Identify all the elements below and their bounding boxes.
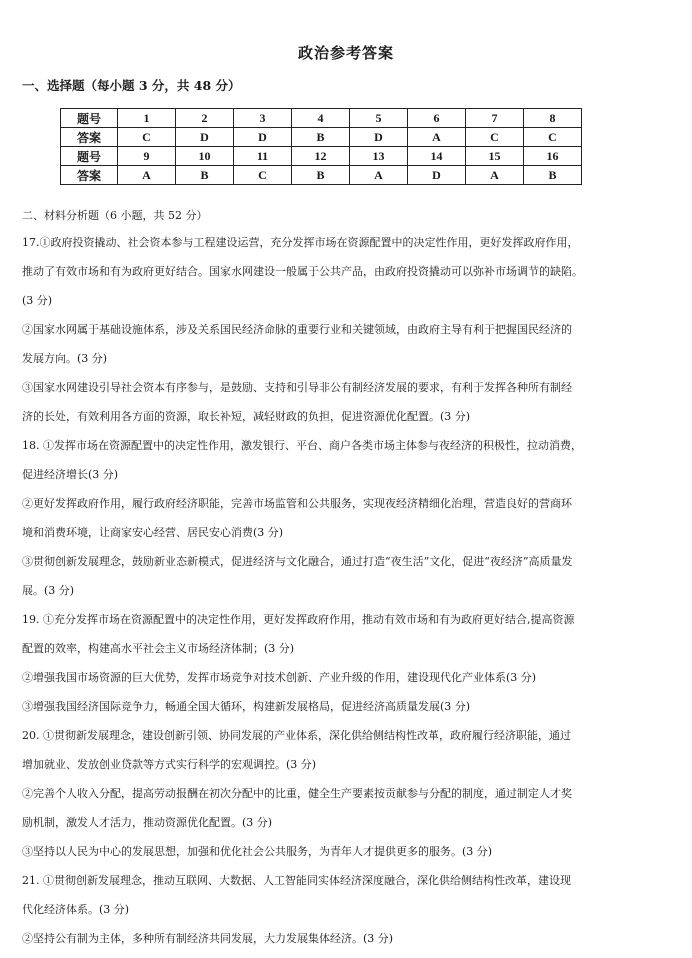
text-line: 促进经济增长(3 分) [22,468,119,481]
table-cell: D [234,128,292,147]
table-cell: 3 [234,109,292,128]
text-line: 增加就业、发放创业贷款等方式实行科学的宏观调控。(3 分) [22,758,317,771]
table-cell: 15 [466,147,524,166]
text-line: 19. ①充分发挥市场在资源配置中的决定性作用，更好发挥政府作用，推动有效市场和有为政府更好结合,提高资源 [22,613,575,626]
text-line: 展。(3 分) [22,584,75,597]
table-row [61,109,582,128]
text-line: ②国家水网属于基础设施体系，涉及关系国民经济命脉的重要行业和关键领域，由政府主导有利于把握国民经济的 [22,323,572,336]
table-cell: 14 [408,147,466,166]
table-cell: A [408,128,466,147]
text-line: 推动了有效市场和有为政府更好结合。国家水网建设一般属于公共产品，由政府投资撬动可以弥补市场调节的缺陷。 [22,265,583,278]
table-cell: 12 [292,147,350,166]
text-line: ③坚持以人民为中心的发展思想，加强和优化社会公共服务，为青年人才提供更多的服务。(3 分) [22,845,493,858]
section-heading-choice: 一、选择题（每小题 3 分，共 48 分） [22,78,241,93]
table-row [61,128,582,147]
text-line: ③增强我国经济国际竞争力，畅通全国大循环，构建新发展格局，促进经济高质量发展(3 分) [22,700,471,713]
table-cell: 1 [118,109,176,128]
text-line: ②完善个人收入分配，提高劳动报酬在初次分配中的比重，健全生产要素按贡献参与分配的制度，通过制定人才奖 [22,787,572,800]
text-line: (3 分) [22,294,53,307]
table-cell: 2 [176,109,234,128]
table-cell: A [118,166,176,185]
table-cell: C [524,128,582,147]
table-cell: C [234,166,292,185]
table-cell: 9 [118,147,176,166]
table-cell: D [176,128,234,147]
text-line: 配置的效率，构建高水平社会主义市场经济体制；(3 分) [22,642,295,655]
text-line: 20. ①贯彻新发展理念，建设创新引领、协同发展的产业体系，深化供给侧结构性改革，政府履行经济职能，通过 [22,729,571,742]
table-cell: 4 [292,109,350,128]
answer-table [60,108,582,185]
row-label: 题号 [61,147,118,166]
table-cell: 6 [408,109,466,128]
text-line: ②坚持公有制为主体，多种所有制经济共同发展，大力发展集体经济。(3 分) [22,932,394,945]
table-row [61,147,582,166]
answer-text [22,228,672,953]
table-cell: 11 [234,147,292,166]
row-label: 答案 [61,166,118,185]
row-label: 题号 [61,109,118,128]
table-cell: B [524,166,582,185]
table-cell: C [466,128,524,147]
table-cell: B [292,166,350,185]
section-heading-analysis: 二、材料分析题（6 小题，共 52 分） [22,209,208,222]
text-line: 济的长处，有效利用各方面的资源，取长补短，减轻财政的负担，促进资源优化配置。(3 分) [22,410,471,423]
text-line: 发展方向。(3 分) [22,352,108,365]
table-row [61,166,582,185]
table-cell: 16 [524,147,582,166]
text-line: 励机制，激发人才活力，推动资源优化配置。(3 分) [22,816,273,829]
table-cell: B [176,166,234,185]
table-cell: A [466,166,524,185]
table-cell: 10 [176,147,234,166]
text-line: 21. ①贯彻创新发展理念，推动互联网、大数据、人工智能同实体经济深度融合，深化供给侧结构性改革，建设现 [22,874,571,887]
text-line: 18. ①发挥市场在资源配置中的决定性作用，激发银行、平台、商户各类市场主体参与夜经济的积极性，拉动消费， [22,439,582,452]
text-line: 境和消费环境，让商家安心经营、居民安心消费(3 分) [22,526,284,539]
table-cell: B [292,128,350,147]
table-cell: 5 [350,109,408,128]
page-title: 政治参考答案 [297,44,394,62]
table-cell: D [408,166,466,185]
table-cell: D [350,128,408,147]
table-cell: 13 [350,147,408,166]
table-cell: C [118,128,176,147]
text-line: 代化经济体系。(3 分) [22,903,130,916]
text-line: ③国家水网建设引导社会资本有序参与，是鼓励、支持和引导非公有制经济发展的要求，有利于发挥各种所有制经 [22,381,572,394]
row-label: 答案 [61,128,118,147]
table-cell: A [350,166,408,185]
text-line: ②增强我国市场资源的巨大优势，发挥市场竞争对技术创新、产业升级的作用，建设现代化产业体系(3 分) [22,671,537,684]
text-line: ③贯彻创新发展理念，鼓励新业态新模式，促进经济与文化融合，通过打造“夜生活”文化，促进“夜经济”高质量发 [22,555,573,568]
table-cell: 8 [524,109,582,128]
text-line: ②更好发挥政府作用，履行政府经济职能，完善市场监管和公共服务，实现夜经济精细化治理，营造良好的营商环 [22,497,572,510]
text-line: 17.①政府投资撬动、社会资本参与工程建设运营，充分发挥市场在资源配置中的决定性作用，更好发挥政府作用， [22,236,579,249]
table-cell: 7 [466,109,524,128]
